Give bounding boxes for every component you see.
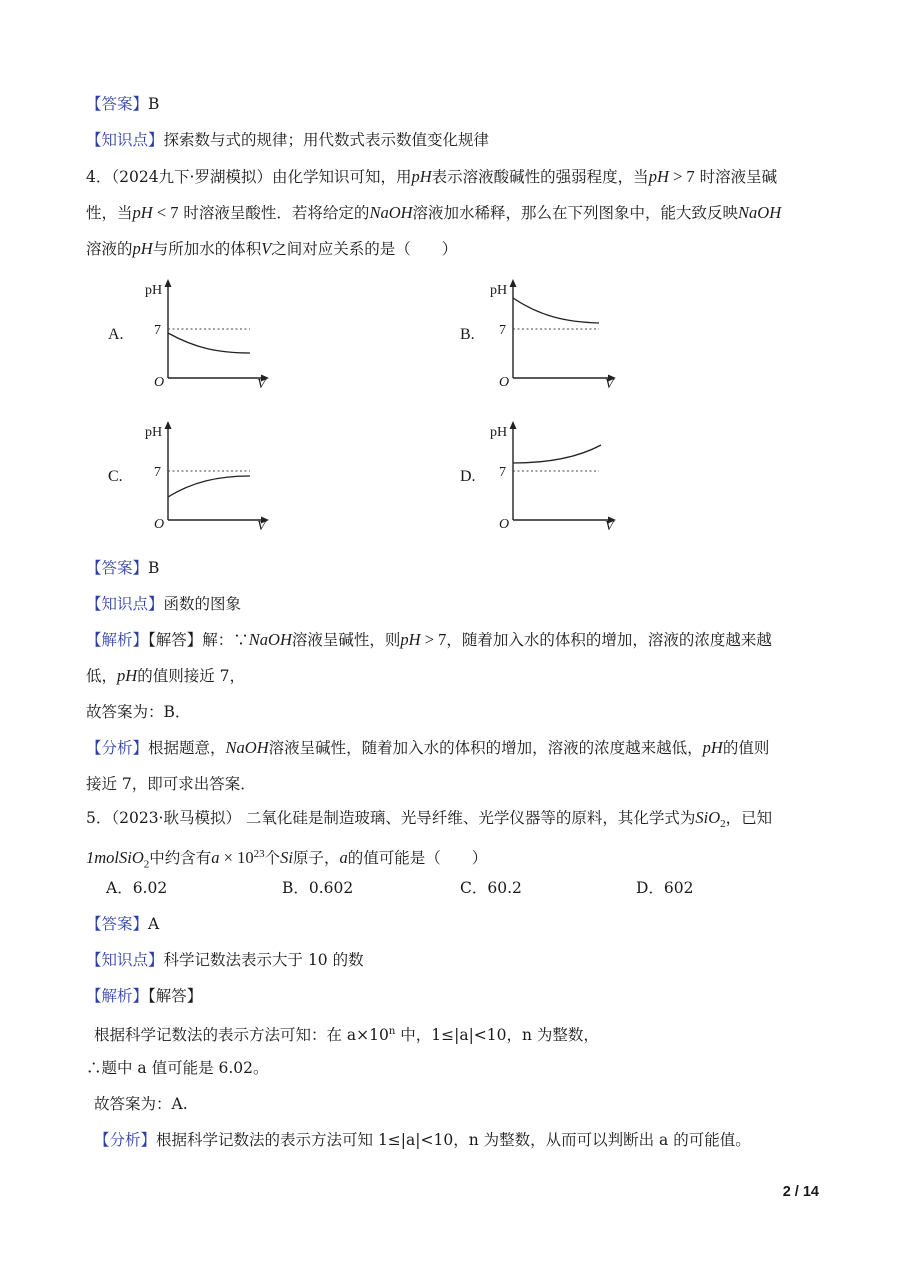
math-ph: pH bbox=[117, 666, 138, 685]
y-axis-arrow bbox=[510, 279, 517, 287]
math-subscript: 2 bbox=[720, 818, 726, 831]
fenxi-text: 根据题意， bbox=[148, 739, 226, 757]
q3-answer-line bbox=[86, 92, 825, 116]
knowledge-text: 探索数与式的规律；用代数式表示数值变化规律 bbox=[163, 131, 490, 149]
page-number: 2 / 14 bbox=[782, 1184, 819, 1200]
math-ph: pH bbox=[411, 167, 432, 186]
q4-conclusion: 故答案为：B． bbox=[86, 703, 191, 721]
q4-text: 表示溶液酸碱性的强弱程度，当 bbox=[431, 168, 649, 186]
q4-prefix: 4．（2024九下·罗湖模拟）由化学知识可知，用 bbox=[86, 168, 412, 186]
knowledge-tag: 【知识点】 bbox=[86, 951, 164, 969]
q4-text: 时溶液呈碱 bbox=[694, 168, 778, 186]
q3-knowledge-line bbox=[86, 128, 825, 152]
ph-curve bbox=[168, 476, 250, 497]
q5-analysis-line bbox=[86, 984, 825, 1008]
answer-value: A bbox=[148, 915, 160, 933]
math-gt7: > 7 bbox=[668, 167, 695, 186]
ph-curve bbox=[168, 333, 250, 353]
solution-text: 解：∵ bbox=[202, 631, 249, 649]
option-a-label: A. bbox=[108, 326, 124, 343]
q5-fenxi-line bbox=[94, 1128, 825, 1152]
math-naoh: NaOH bbox=[225, 738, 269, 757]
q4-solution-line-1 bbox=[86, 628, 825, 652]
math-times-ten: × 10 bbox=[219, 848, 254, 868]
q5-choices bbox=[100, 876, 800, 900]
y-axis-arrow bbox=[165, 279, 172, 287]
math-ph: pH bbox=[648, 167, 669, 186]
math-gt7: > 7 bbox=[420, 630, 447, 649]
q5-knowledge-line bbox=[86, 948, 825, 972]
q5-solution-line-1 bbox=[94, 1020, 825, 1047]
q5-answer-line bbox=[86, 912, 825, 936]
x-axis-label: V bbox=[257, 519, 266, 534]
answer-value: B bbox=[148, 559, 160, 577]
math-exponent: 23 bbox=[253, 848, 265, 860]
q5-stem-line-1 bbox=[86, 806, 825, 836]
math-si: Si bbox=[280, 848, 293, 868]
solution-tag: 【解答】 bbox=[148, 631, 203, 649]
origin-label: O bbox=[499, 375, 510, 390]
fenxi-text: 根据科学记数法的表示方法可知 1≤|a|<10，n 为整数，从而可以判断出 a 的可能值。 bbox=[156, 1131, 751, 1149]
math-ph: pH bbox=[702, 738, 723, 757]
q5-stem-line-2 bbox=[86, 842, 825, 876]
option-c-label: C. bbox=[108, 468, 123, 485]
q4-solution-line-2 bbox=[86, 664, 825, 688]
math-lt7: < 7 bbox=[152, 203, 179, 222]
x-axis-label: V bbox=[257, 377, 266, 392]
q4-text: 溶液加水稀释，那么在下列图象中，能大致反映 bbox=[412, 204, 739, 222]
choice-a: A．6.02 bbox=[106, 879, 168, 897]
solution-text: 根据科学记数法的表示方法可知：在 a×10 bbox=[94, 1026, 389, 1045]
option-d-label: D. bbox=[460, 468, 476, 485]
q4-fenxi-line-1 bbox=[86, 736, 825, 760]
math-sio2: SiO bbox=[695, 808, 721, 827]
knowledge-text: 科学记数法表示大于 10 的数 bbox=[163, 951, 364, 969]
math-v: V bbox=[261, 239, 272, 258]
math-ph: pH bbox=[132, 203, 153, 222]
q4-knowledge-line bbox=[86, 592, 825, 616]
analysis-tag: 【解析】 bbox=[86, 987, 149, 1005]
q4-stem-line-2 bbox=[86, 201, 825, 225]
fenxi-tag: 【分析】 bbox=[94, 1131, 157, 1149]
q4-stem-line-3 bbox=[86, 237, 825, 261]
math-ph: pH bbox=[132, 239, 153, 258]
solution-text: 中，1≤|a|<10，n 为整数， bbox=[395, 1026, 599, 1045]
answer-tag: 【答案】 bbox=[86, 915, 149, 933]
q5-text: 的值可能是（ ） bbox=[347, 849, 488, 868]
tick-7-label: 7 bbox=[499, 465, 506, 480]
y-axis-label: pH bbox=[490, 425, 508, 440]
x-axis-label: V bbox=[605, 519, 614, 534]
answer-value: B bbox=[148, 95, 160, 113]
q5-solution-line-2: ∴题中 a 值可能是 6.02。 bbox=[86, 1059, 269, 1077]
math-naoh: NaOH bbox=[369, 203, 413, 222]
q4-text: 与所加水的体积 bbox=[152, 240, 262, 258]
q4-text: 时溶液呈酸性．若将给定的 bbox=[178, 204, 370, 222]
choice-d: D．602 bbox=[636, 879, 694, 897]
q5-text: 原子， bbox=[292, 849, 340, 868]
solution-text: 溶液呈碱性，则 bbox=[291, 631, 401, 649]
q4-text: 性，当 bbox=[86, 204, 133, 222]
origin-label: O bbox=[154, 375, 165, 390]
solution-text: 的值则接近 7， bbox=[137, 667, 245, 685]
analysis-tag: 【解析】 bbox=[86, 631, 149, 649]
solution-text: 低， bbox=[86, 667, 118, 685]
math-subscript: 2 bbox=[143, 858, 150, 871]
fenxi-tag: 【分析】 bbox=[86, 739, 149, 757]
y-axis-label: pH bbox=[145, 425, 163, 440]
option-b-label: B. bbox=[460, 326, 475, 343]
q4-answer-line bbox=[86, 556, 825, 580]
knowledge-text: 函数的图象 bbox=[163, 595, 242, 613]
option-c-graph bbox=[140, 418, 280, 533]
y-axis-label: pH bbox=[490, 283, 508, 298]
y-axis-label: pH bbox=[145, 283, 163, 298]
origin-label: O bbox=[499, 517, 510, 532]
fenxi-text: 的值则 bbox=[722, 739, 770, 757]
option-d-graph bbox=[485, 418, 625, 533]
q5-text: 中约含有 bbox=[149, 849, 212, 868]
q5-text: 个 bbox=[264, 849, 281, 868]
math-a: a bbox=[339, 848, 348, 868]
x-axis-label: V bbox=[605, 377, 614, 392]
fenxi-text: 溶液呈碱性，随着加入水的体积的增加，溶液的浓度越来越低， bbox=[268, 739, 703, 757]
option-b-graph bbox=[485, 276, 625, 391]
answer-tag: 【答案】 bbox=[86, 559, 149, 577]
math-a: a bbox=[211, 848, 220, 868]
tick-7-label: 7 bbox=[154, 465, 161, 480]
math-exponent: n bbox=[388, 1026, 396, 1037]
solution-text: ，随着加入水的体积的增加，溶液的浓度越来越 bbox=[446, 631, 772, 649]
math-mol-sio2: 1molSiO bbox=[86, 848, 144, 868]
option-a-graph bbox=[140, 276, 280, 391]
solution-tag: 【解答】 bbox=[148, 987, 203, 1005]
tick-7-label: 7 bbox=[499, 323, 506, 338]
q4-fenxi-line-2: 接近 7，即可求出答案． bbox=[86, 775, 256, 793]
tick-7-label: 7 bbox=[154, 323, 161, 338]
q4-stem-line-1 bbox=[86, 165, 825, 189]
ph-curve bbox=[513, 445, 601, 463]
y-axis-arrow bbox=[165, 421, 172, 429]
choice-b: B．0.602 bbox=[282, 879, 354, 897]
knowledge-tag: 【知识点】 bbox=[86, 595, 164, 613]
q4-text: 溶液的 bbox=[86, 240, 133, 258]
q5-text: ，已知 bbox=[725, 809, 773, 827]
answer-tag: 【答案】 bbox=[86, 95, 149, 113]
math-naoh: NaOH bbox=[248, 630, 292, 649]
y-axis-arrow bbox=[510, 421, 517, 429]
origin-label: O bbox=[154, 517, 165, 532]
ph-curve bbox=[513, 298, 599, 323]
choice-c: C．60.2 bbox=[460, 879, 522, 897]
math-naoh: NaOH bbox=[738, 203, 782, 222]
q4-text: 之间对应关系的是（ ） bbox=[271, 240, 458, 258]
knowledge-tag: 【知识点】 bbox=[86, 131, 164, 149]
q5-solution-line-3: 故答案为：A. bbox=[94, 1095, 188, 1113]
q5-prefix: 5．（2023·耿马模拟） 二氧化硅是制造玻璃、光导纤维、光学仪器等的原料，其化学式为 bbox=[86, 809, 696, 827]
math-ph: pH bbox=[400, 630, 421, 649]
